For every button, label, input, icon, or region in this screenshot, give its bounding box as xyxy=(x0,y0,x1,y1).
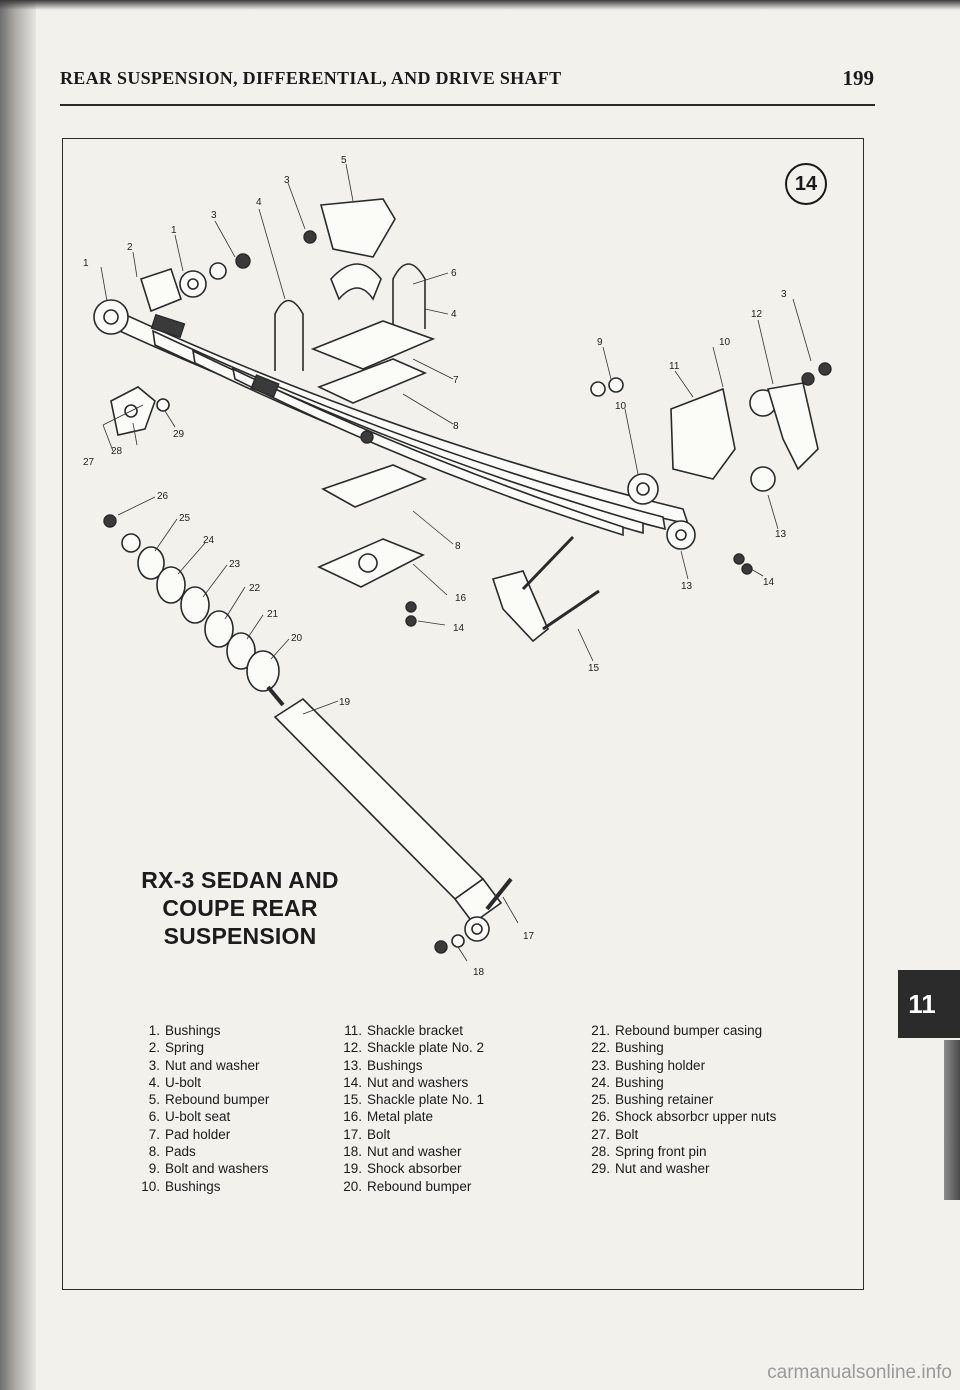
callout-1: 1 xyxy=(171,225,177,236)
legend-item: 22. Bushing xyxy=(591,1040,664,1056)
rebound-bumper xyxy=(304,199,395,257)
watermark: carmanualsonline.info xyxy=(767,1362,952,1383)
legend-item: 13. Bushings xyxy=(343,1057,423,1073)
callout-3: 3 xyxy=(781,289,787,300)
legend-item: 7. Pad holder xyxy=(148,1126,231,1142)
legend-item: 27. Bolt xyxy=(591,1126,639,1142)
callout-2: 2 xyxy=(127,242,133,253)
callout-6: 6 xyxy=(451,268,457,279)
callout-7: 7 xyxy=(453,375,459,386)
legend-item: 6. U-bolt seat xyxy=(148,1109,231,1125)
legend-column-3 xyxy=(588,1022,776,1178)
callout-4: 4 xyxy=(451,309,457,320)
callout-13: 13 xyxy=(681,581,693,592)
diagram-title-line-2: COUPE REAR SUSPENSION xyxy=(162,895,318,949)
legend-column-1 xyxy=(138,1022,269,1195)
suspension-exploded-diagram xyxy=(63,139,863,989)
legend-item: 19. Shock absorber xyxy=(343,1161,462,1177)
callout-28: 28 xyxy=(111,446,123,457)
callout-14: 14 xyxy=(453,623,465,634)
legend-item: 21. Rebound bumper casing xyxy=(591,1023,763,1038)
legend-item: 2. Spring xyxy=(148,1040,205,1056)
legend-item: 3. Nut and washer xyxy=(148,1057,260,1073)
callout-16: 16 xyxy=(455,593,467,604)
callout-leaders xyxy=(101,164,811,961)
callout-26: 26 xyxy=(157,491,169,502)
legend-item: 5. Rebound bumper xyxy=(148,1092,270,1108)
callout-21: 21 xyxy=(267,609,279,620)
callout-19: 19 xyxy=(339,697,351,708)
spring-front-pin xyxy=(103,387,169,435)
figure-number-badge: 14 xyxy=(785,163,827,205)
callout-5: 5 xyxy=(341,155,347,166)
callout-15: 15 xyxy=(588,663,600,674)
legend-item: 16. Metal plate xyxy=(343,1109,434,1125)
callout-25: 25 xyxy=(179,513,191,524)
legend-item: 12. Shackle plate No. 2 xyxy=(343,1040,485,1056)
legend-item: 20. Rebound bumper xyxy=(343,1178,472,1194)
legend-item: 18. Nut and washer xyxy=(343,1144,462,1160)
section-tab-label: 11 xyxy=(908,989,936,1019)
page-number: 199 xyxy=(842,66,874,90)
page-header xyxy=(60,60,880,100)
callout-24: 24 xyxy=(203,535,215,546)
header-rule xyxy=(60,104,875,106)
diagram-title-line-1: RX-3 SEDAN AND xyxy=(141,867,339,893)
callout-12: 12 xyxy=(751,309,763,320)
legend-item: 14. Nut and washers xyxy=(343,1074,469,1090)
legend-item: 10. Bushings xyxy=(141,1178,221,1194)
legend-item: 25. Bushing retainer xyxy=(591,1092,714,1108)
callout-8: 8 xyxy=(453,421,459,432)
callout-3: 3 xyxy=(211,210,217,221)
callout-23: 23 xyxy=(229,559,241,570)
legend-item: 15. Shackle plate No. 1 xyxy=(343,1092,485,1108)
legend-item: 23. Bushing holder xyxy=(591,1057,706,1073)
callout-22: 22 xyxy=(249,583,261,594)
section-tab xyxy=(898,970,960,1038)
callout-1: 1 xyxy=(83,258,89,269)
legend-item: 1. Bushings xyxy=(148,1023,221,1038)
callout-14: 14 xyxy=(763,577,775,588)
metal-plate xyxy=(319,539,423,626)
legend-item: 17. Bolt xyxy=(343,1126,391,1142)
callout-17: 17 xyxy=(523,931,535,942)
diagram-title xyxy=(100,866,380,950)
legend-item: 28. Spring front pin xyxy=(591,1144,707,1160)
legend-item: 4. U-bolt xyxy=(148,1074,202,1090)
callout-3: 3 xyxy=(284,175,290,186)
callout-10: 10 xyxy=(719,337,731,348)
callout-4: 4 xyxy=(256,197,262,208)
legend-item: 26. Shock absorbcr upper nuts xyxy=(591,1109,777,1125)
callout-18: 18 xyxy=(473,967,485,978)
callout-10: 10 xyxy=(615,401,627,412)
section-tab-edge xyxy=(944,1040,960,1200)
legend-item: 9. Bolt and washers xyxy=(148,1161,269,1177)
page-header-title: REAR SUSPENSION, DIFFERENTIAL, AND DRIVE SHAFT xyxy=(60,68,562,88)
legend-item: 11. Shackle bracket xyxy=(344,1023,464,1038)
binding-shadow xyxy=(0,0,36,1390)
legend-item: 29. Nut and washer xyxy=(591,1161,710,1177)
callout-20: 20 xyxy=(291,633,303,644)
callout-9: 9 xyxy=(597,337,603,348)
legend-item: 8. Pads xyxy=(148,1144,196,1160)
callout-13: 13 xyxy=(775,529,787,540)
legend-item: 24. Bushing xyxy=(591,1074,664,1090)
callout-29: 29 xyxy=(173,429,185,440)
callout-11: 11 xyxy=(669,361,680,372)
callout-8: 8 xyxy=(455,541,461,552)
legend-column-2 xyxy=(340,1022,484,1195)
top-edge-shadow xyxy=(0,0,960,10)
callout-27: 27 xyxy=(83,457,95,468)
